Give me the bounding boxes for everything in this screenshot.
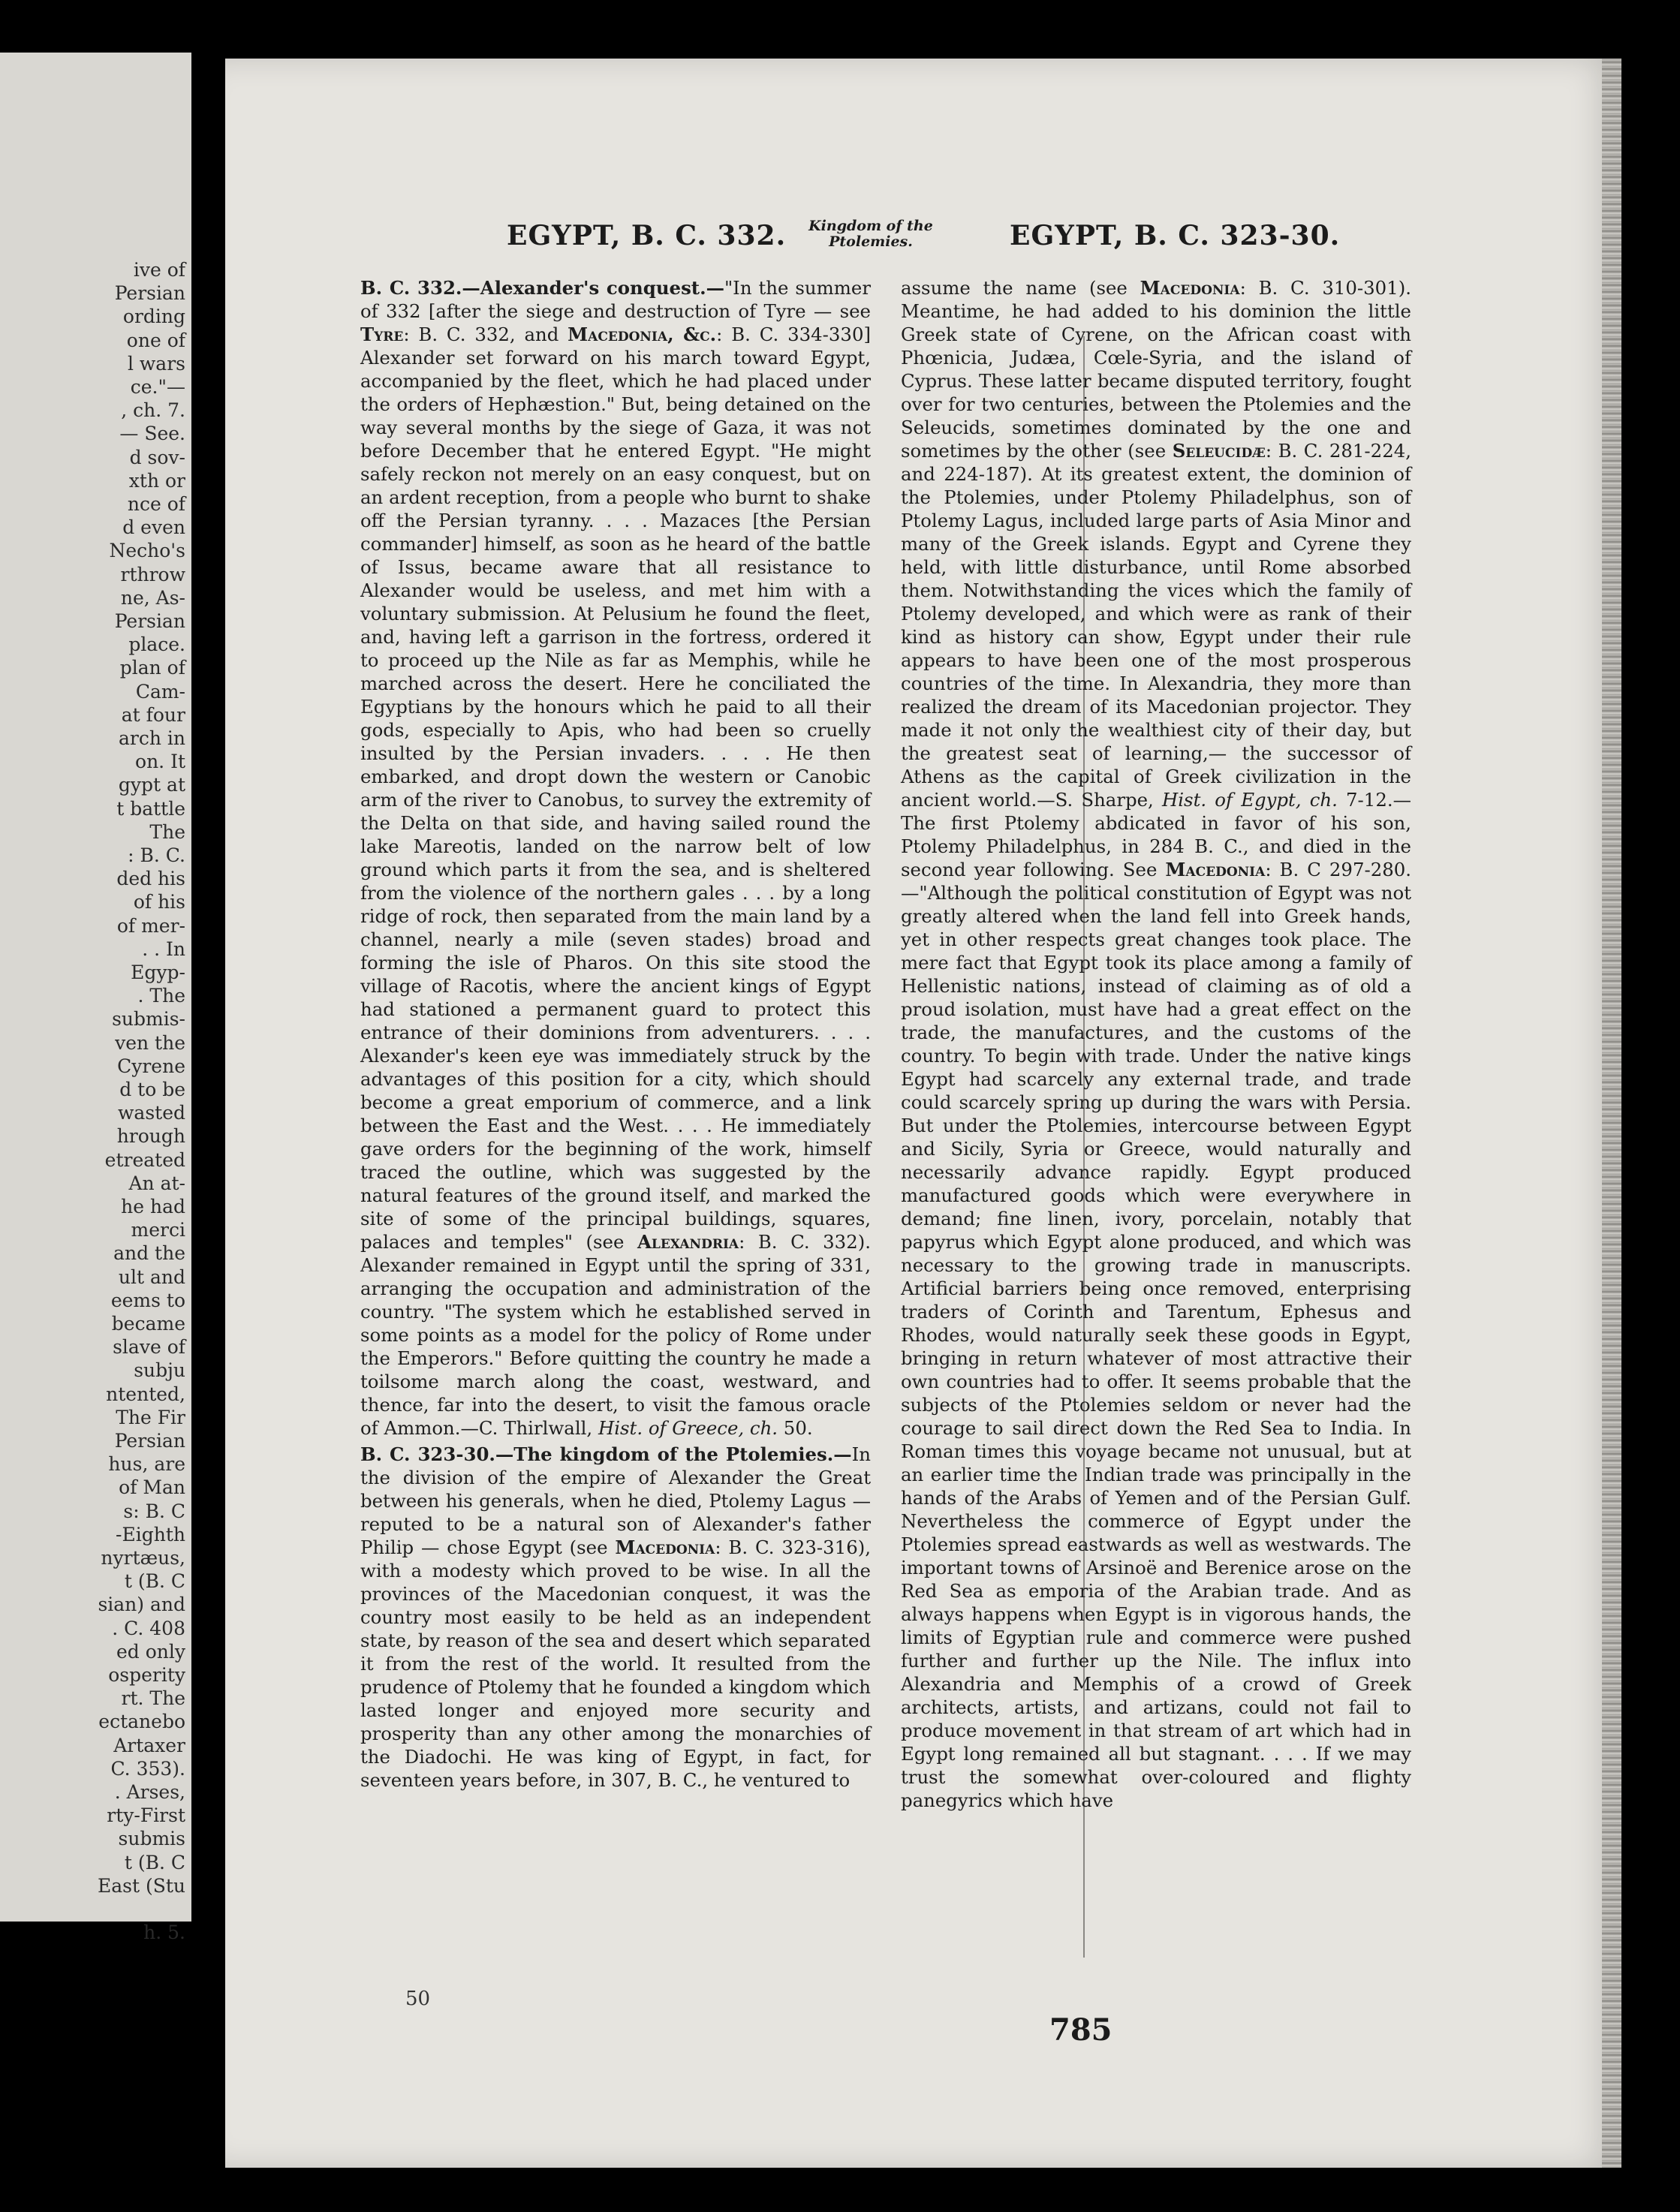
- page-number: 785: [1049, 2012, 1112, 2048]
- entry-text: : B. C. 323-316), with a modesty which proved to be wise. In all the provinces of the Macedonian conquest, it was the country most easily to be held as an independent state, by reason of the sea and desert which separated it from the rest of the world. It resulted from the prudence of Ptolemy that he founded a kingdom which lasted longer and enjoyed more security and prosperity than any other among the monarchies of the Diadochi. He was king of Egypt, in fact, for seventeen years before, in 307, B. C., he ventured to: [360, 1536, 871, 1791]
- cross-reference: Macedonia: [615, 1536, 715, 1558]
- adjacent-page-text-fragment: wasted: [118, 1102, 185, 1124]
- citation: Hist. of Greece, ch.: [598, 1417, 778, 1439]
- adjacent-page-text-fragment: gypt at: [118, 774, 185, 796]
- entry-text: : B. C 297-280.—"Although the political constitution of Egypt was not greatly altered when the land fell into Greek hands, yet in other respects great changes took place. The mere fact that Egypt took its place among a family of Hellenistic nations, instead of claiming as of old a proud isolation, must have had a great effect on the trade, the manufactures, and the customs of the country. To begin with trade. Under the native kings Egypt had scarcely any external trade, and trade could scarcely spring up during the wars with Persia. But under the Ptolemies, intercourse between Egypt and Sicily, Syria or Greece, would naturally and necessarily advance rapidly. Egypt produced manufactured goods which were everywhere in demand; fine linen, ivory, porcelain, notably that papyrus which Egypt alone produced, and which was necessary to the growing trade in manuscripts. Artificial barriers being once removed, enterprising traders of Corinth and Tarentum, Ephesus and Rhodes, would naturally seek these goods in Egypt, bringing in return whatever of most attractive their own countries had to offer. It seems probable that the subjects of the Ptolemies seldom or never had the courage to sail direct down the Red Sea to India. In Roman times this voyage became not unusual, but at an earlier time the Indian trade was principally in the hands of the Arabs of Yemen and of the Persian Gulf. Nevertheless the commerce of Egypt under the Ptolemies spread eastwards as well as westwards. The important towns of Arsinoë and Berenice arose on the Red Sea as emporia of the Arabian trade. And as always happens when Egypt is in vigorous hands, the limits of Egyptian rule and commerce were pushed further and further up the Nile. The influx into Alexandria and Memphis of a crowd of Greek architects, artists, and artizans, could not fail to produce movement in that stream of art which had in Egypt long remained all but stagnant. . . . If we may trust the somewhat over-coloured and flighty panegyrics which have: [901, 859, 1412, 1811]
- scan-edge-artifact: [1602, 59, 1621, 2168]
- adjacent-page-text-fragment: rt. The: [121, 1687, 185, 1710]
- running-header-middle: [803, 218, 938, 250]
- adjacent-page-text-fragment: rthrow: [120, 563, 185, 585]
- adjacent-page-text-fragment: place.: [128, 634, 185, 656]
- cross-reference: Seleucidæ: [1172, 440, 1266, 462]
- adjacent-page-text-fragment: d to be: [119, 1079, 185, 1100]
- citation: Hist. of Egypt, ch.: [1161, 789, 1338, 811]
- adjacent-page-text-fragment: on. It: [135, 751, 185, 773]
- adjacent-page-text-fragment: . Arses,: [114, 1781, 185, 1803]
- adjacent-page-text-fragment: one of: [126, 329, 185, 351]
- adjacent-page-text-fragment: t (B. C: [124, 1851, 185, 1873]
- adjacent-page-text-fragment: hus, are: [108, 1453, 185, 1476]
- adjacent-page-text-fragment: subju: [134, 1359, 185, 1382]
- cross-reference: Macedonia: [1165, 859, 1266, 880]
- adjacent-page-text-fragment: d even: [122, 516, 185, 539]
- adjacent-page-text-fragment: submis: [118, 1828, 185, 1850]
- adjacent-page-text-fragment: of Man: [119, 1476, 185, 1499]
- entry-text: In the division of the empire of Alexander the Great between his generals, when he died, Ptolemy Lagus — reputed to be a natural son of Alexander's father Philip — chose Egypt (see: [360, 1443, 871, 1558]
- adjacent-page-text-fragment: arch in: [118, 727, 185, 749]
- adjacent-page-text-fragment: t (B. C: [124, 1570, 185, 1593]
- adjacent-page-text-fragment: , ch. 7.: [121, 399, 185, 422]
- adjacent-page-text-fragment: Egyp-: [131, 962, 185, 983]
- adjacent-page-text-fragment: d sov-: [129, 446, 185, 468]
- adjacent-page-text-fragment: sian) and: [98, 1594, 185, 1616]
- adjacent-page-text-fragment: at four: [121, 703, 185, 726]
- adjacent-page-text-fragment: The: [149, 820, 185, 843]
- adjacent-page-text-fragment: The Fir: [116, 1406, 185, 1428]
- adjacent-page-text-fragment: s: B. C: [123, 1500, 185, 1522]
- adjacent-page-text-fragment: ne, As-: [120, 586, 185, 609]
- document-page: [225, 59, 1621, 2168]
- adjacent-page-text-fragment: ult and: [118, 1266, 185, 1288]
- adjacent-page-text-fragment: ed only: [116, 1640, 185, 1663]
- adjacent-page-text-fragment: nce of: [127, 493, 185, 515]
- adjacent-page-text-fragment: ven the: [115, 1031, 185, 1054]
- adjacent-page-text-fragment: ording: [122, 305, 185, 328]
- adjacent-page-text-fragment: became: [111, 1313, 185, 1335]
- cross-reference: Macedonia: [1140, 277, 1240, 299]
- adjacent-page-text-fragment: Persian: [114, 610, 185, 632]
- adjacent-page-text-fragment: : B. C.: [128, 844, 185, 866]
- adjacent-page-fragment: [0, 53, 191, 1944]
- right-column: [901, 276, 1411, 1950]
- left-column: [360, 276, 871, 1958]
- entry-alexanders-conquest: [360, 276, 871, 1440]
- entry-text: : B. C. 332, and: [403, 324, 568, 345]
- adjacent-page-text-fragment: of mer-: [116, 914, 185, 937]
- adjacent-page-text-fragment: slave of: [113, 1336, 185, 1359]
- adjacent-page-text-fragment: hrough: [116, 1125, 185, 1148]
- entry-kingdom-of-ptolemies: [360, 1443, 871, 1792]
- cross-reference: Tyre: [360, 324, 404, 345]
- adjacent-page-text-fragment: Cam-: [135, 680, 185, 703]
- adjacent-page-text-fragment: . . In: [142, 937, 185, 960]
- adjacent-page-text-fragment: and the: [113, 1242, 185, 1265]
- entry-continuation: [901, 276, 1411, 1812]
- entry-text: 7-12.— The first Ptolemy abdicated in favor of his son, Ptolemy Philadelphus, in 284 B. C., and died in the second year following. See: [901, 789, 1411, 880]
- running-header-left: EGYPT, B. C. 332.: [507, 220, 787, 251]
- running-header-middle-line1: Kingdom of the: [808, 218, 933, 234]
- cross-reference: Alexandria: [637, 1231, 739, 1253]
- adjacent-page-text-fragment: . The: [137, 985, 185, 1007]
- entry-text: : B. C. 310-301). Meantime, he had added to his dominion the little Greek state of Cyrene, on the African coast with Phœnicia, Judæa, Cœle-Syria, and the island of Cyprus. These latter became disputed territory, fought over for two centuries, between the Ptolemies and the Seleucids, sometimes dominated by the one and sometimes by the other (see: [901, 277, 1411, 462]
- adjacent-page-text-fragment: ectanebo: [98, 1711, 185, 1733]
- adjacent-page-text-fragment: osperity: [108, 1664, 185, 1686]
- adjacent-page-text-fragment: eems to: [110, 1289, 185, 1311]
- adjacent-page-text-fragment: l wars: [127, 352, 185, 375]
- adjacent-page-text-fragment: East (Stu: [97, 1874, 185, 1897]
- adjacent-page-text-fragment: ded his: [116, 868, 185, 890]
- adjacent-page-text-fragment: rty-First: [107, 1804, 185, 1827]
- adjacent-page-text-fragment: xth or: [128, 469, 185, 492]
- adjacent-page-text-fragment: Necho's: [109, 540, 185, 562]
- adjacent-page-text-fragment: h. 5.: [143, 1922, 185, 1944]
- adjacent-page-text-fragment: C. 353).: [110, 1757, 185, 1780]
- adjacent-page-text-fragment: of his: [133, 891, 185, 913]
- adjacent-page-text-fragment: t battle: [116, 797, 185, 820]
- adjacent-page-text-fragment: submis-: [112, 1008, 185, 1031]
- cross-reference: Macedonia, &c.: [568, 324, 717, 345]
- adjacent-page-text-fragment: ntented,: [106, 1383, 185, 1405]
- running-header-right: EGYPT, B. C. 323-30.: [1010, 220, 1341, 251]
- entry-text: 50.: [778, 1417, 813, 1439]
- adjacent-page-text-fragment: — See.: [119, 423, 185, 445]
- adjacent-page-text-fragment: ce."—: [130, 376, 185, 398]
- adjacent-page-text-fragment: Persian: [114, 282, 185, 305]
- adjacent-page-text-fragment: -Eighth: [116, 1523, 185, 1545]
- entry-text: : B. C. 332). Alexander remained in Egypt until the spring of 331, arranging the occupation and administration of the country. "The system which he established served in some points as a model for the policy of Rome under the Emperors." Before quitting the country he made a toilsome march along the coast, westward, and thence, far into the desert, to visit the famous oracle of Ammon.—C. Thirlwall,: [360, 1231, 871, 1439]
- entry-text: "In the summer of 332 [after the siege and destruction of Tyre — see: [360, 277, 871, 322]
- entry-heading: B. C. 332.—Alexander's conquest.—: [360, 277, 724, 299]
- adjacent-page-text-fragment: Persian: [114, 1430, 185, 1452]
- adjacent-page-text-fragment: Cyrene: [117, 1055, 185, 1077]
- entry-text: : B. C. 281-224, and 224-187). At its greatest extent, the dominion of the Ptolemies, under Ptolemy Philadelphus, son of Ptolemy Lagus, included large parts of Asia Minor and many of the Greek islands. Egypt and Cyrene they held, with little disturbance, until Rome absorbed them. Notwithstanding the vices which the family of Ptolemy developed, and which were as rank of their kind as history can show, Egypt under their rule appears to have been one of the most prosperous countries of the time. In Alexandria, they more than realized the dream of its Macedonian projector. They made it not only the wealthiest city of their day, but the greatest seat of learning,— the successor of Athens as the capital of Greek civilization in the ancient world.—S. Sharpe,: [901, 440, 1411, 811]
- adjacent-page-text-fragment: Artaxer: [113, 1734, 185, 1756]
- adjacent-page-text-fragment: he had: [121, 1196, 185, 1217]
- entry-text: : B. C. 334-330] Alexander set forward on his march toward Egypt, accompanied by the fleet, which he had placed under the orders of Hephæstion." But, being detained on the way several months by the siege of Gaza, it was not before December that he entered Egypt. "He might safely reckon not merely on an easy conquest, but on an ardent reception, from a people who burnt to shake off the Persian tyranny. . . . Mazaces [the Persian commander] himself, as soon as he heard of the battle of Issus, became aware that all resistance to Alexander would be useless, and met him with a voluntary submission. At Pelusium he found the fleet, and, having left a garrison in the fortress, ordered it to proceed up the Nile as far as Memphis, while he marched across the desert. Here he conciliated the Egyptians by the honours which he paid to all their gods, especially to Apis, who had been so cruelly insulted by the Persian invaders. . . . He then embarked, and dropt down the western or Canobic arm of the river to Canobus, to survey the extremity of the Delta on that side, and having sailed round the lake Mareotis, landed on the narrow belt of low ground which parts it from the sea, and is sheltered from the violence of the northern gales . . . by a long ridge of rock, then separated from the main land by a channel, nearly a mile (seven stades) broad and forming the isle of Pharos. On this site stood the village of Racotis, where the ancient kings of Egypt had stationed a permanent guard to protect this entrance of their dominions from adventurers. . . . Alexander's keen eye was immediately struck by the advantages of this position for a city, which should become a great emporium of commerce, and a link between the East and the West. . . . He immediately gave orders for the beginning of the work, himself traced the outline, which was suggested by the natural features of the ground itself, and marked the site of some of the principal buildings, squares, palaces and temples" (see: [360, 324, 871, 1253]
- adjacent-page-text-fragment: . C. 408: [112, 1617, 185, 1639]
- adjacent-page-text-fragment: An at-: [128, 1172, 185, 1194]
- entry-heading: B. C. 323-30.—The kingdom of the Ptolemies.—: [360, 1443, 852, 1465]
- adjacent-page-text-fragment: plan of: [119, 657, 185, 679]
- running-header-middle-line2: Ptolemies.: [829, 233, 913, 250]
- signature-mark: 50: [405, 1988, 431, 2010]
- adjacent-page-text-fragment: etreated: [104, 1148, 185, 1171]
- adjacent-page-text-fragment: merci: [131, 1219, 185, 1241]
- adjacent-page-text-fragment: nyrtæus,: [101, 1547, 185, 1569]
- adjacent-page-text-fragment: ive of: [133, 259, 185, 281]
- entry-text: assume the name (see: [901, 277, 1140, 299]
